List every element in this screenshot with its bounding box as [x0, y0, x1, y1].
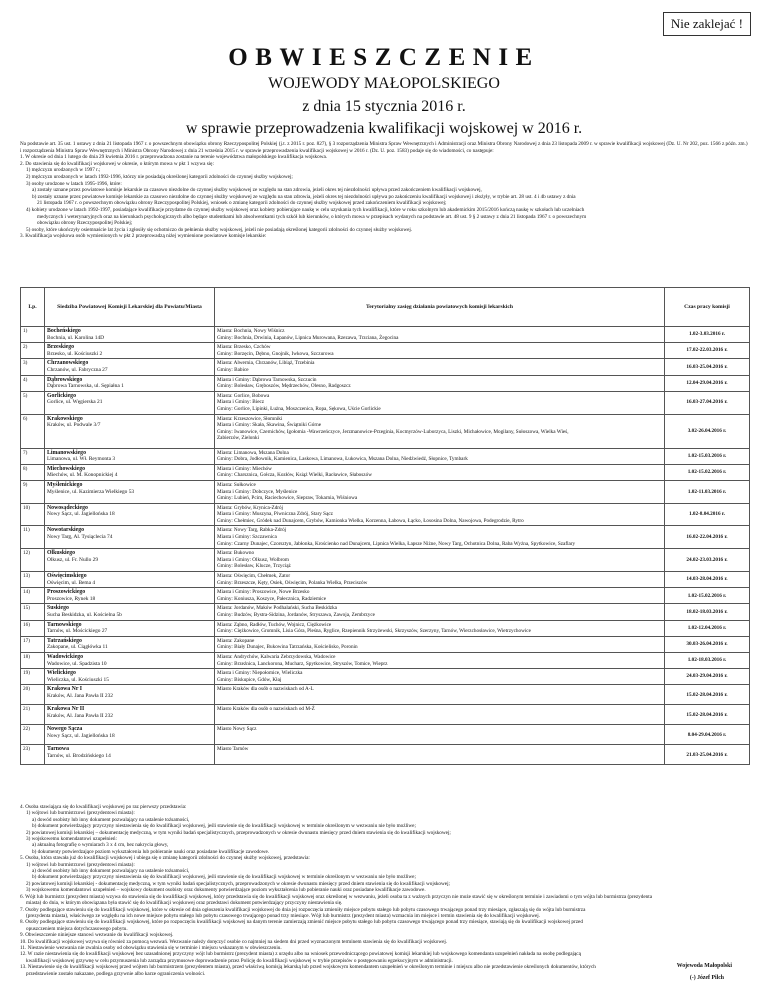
area-line: Gminy: Borzęcin, Dębno, Gnojnik, Iwkowa, Szczurowa: [217, 350, 334, 357]
table-row: [21, 636, 750, 652]
table-row: [21, 327, 750, 343]
instruction-paragraph: 9. Obwieszczenie niniejsze stanowi wezwanie do kwalifikacji wojskowej.: [20, 932, 174, 939]
instruction-paragraph: 7. Osoby podlegające stawieniu się do kwalifikacji wojskowej, które w okresie od dnia ogłoszenia kwalifikacji wojskowej do dnia jej rozpoczęcia zmieniły miejsce pobytu stałego lub pobytu czasowego trwającego ponad trzy miesiące, zgłaszają się do wójta lub burmistrza: [20, 906, 586, 913]
seat-address: Limanowa, ul. Wł. Reymonta 3: [47, 456, 116, 463]
area-line: Miasta: Krzeszowice, Słomniki: [217, 415, 283, 422]
table-row: [21, 685, 750, 705]
row-area: [215, 636, 665, 652]
area-line: Miasta i Gminy: Biecz: [217, 399, 265, 406]
row-lp: 5): [21, 391, 45, 414]
row-seat: [45, 588, 215, 604]
row-lp: 19): [21, 669, 45, 685]
row-area: [215, 588, 665, 604]
instruction-paragraph: 12. W razie niestawienia się do kwalifikacji wojskowej bez uzasadnionej przyczyny wójt lub burmistrz (prezydent miasta) z urzędu albo na wniosek przewodniczącego powiatowej komisji lekarskiej lub wojskowego komendanta uzupełnień nakłada na osobę podlegającą: [20, 951, 581, 958]
row-area: [215, 343, 665, 359]
area-line: Miasta: Zakopane: [217, 637, 255, 644]
seat-name: Myślenickiego: [47, 481, 83, 488]
area-line: Gminy: Brzeźnica, Lanckorona, Mucharz, Spytkowice, Stryszów, Tomice, Wieprz: [217, 660, 388, 667]
area-line: Miasta: Jordanów, Maków Podhalański, Sucha Beskidzka: [217, 605, 337, 612]
table-row: [21, 343, 750, 359]
area-line: Miasta: Gorlice, Bobowa: [217, 392, 270, 399]
area-line: Miasta: Brzesko, Czchów: [217, 344, 271, 351]
area-line: Gminy: Brzeszcze, Kęty, Osiek, Oświęcim, Polanka Wielka, Przeciszów: [217, 579, 368, 586]
row-seat: [45, 725, 215, 745]
table-row: [21, 604, 750, 620]
instruction-paragraph: miasta) do dnia, w którym obowiązana była stawić się do kwalifikacji wojskowej oraz przedstawi dokument potwierdzający przyczyny niestawienia się.: [26, 900, 343, 907]
area-line: Miasto Nowy Sącz: [217, 726, 257, 733]
area-line: Gminy: Budzów, Bystra-Sidzina, Jordanów, Stryszawa, Zawoja, Zembrzyce: [217, 612, 375, 618]
row-lp: 14): [21, 588, 45, 604]
table-header-row: [21, 288, 750, 327]
row-area: [215, 549, 665, 572]
area-line: Gminy: Chełmiec, Gródek nad Dunajcem, Grybów, Kamionka Wielka, Korzenna, Łabowa, Łącko, Łososina Dolna, Nawojowa, Podegrodzie, Rytro: [217, 517, 524, 524]
row-area: [215, 503, 665, 526]
table-row: [21, 705, 750, 725]
row-seat: [45, 620, 215, 636]
row-seat: [45, 685, 215, 705]
table-row: [21, 725, 750, 745]
seat-address: Oświęcim, ul. Bema 4: [47, 579, 96, 586]
seat-name: Brzeskiego: [47, 344, 75, 351]
commissions-table: [20, 287, 750, 765]
instruction-paragraph: kwalifikacji wojskowej grzywnę w celu przymuszenia lub zarządza przymusowe doprowadzenie przez Policję do kwalifikacji wojskowej w trybie przepisów o postępowaniu egzekucyjnym w administracji.: [26, 957, 453, 964]
intro-paragraph: 2) mężczyzn urodzonych w latach 1992-1996, którzy nie posiadają określonej kategorii zdolności do czynnej służby wojskowej;: [26, 173, 293, 180]
row-seat: [45, 480, 215, 503]
table-row: [21, 480, 750, 503]
row-area: [215, 480, 665, 503]
intro-section: [20, 141, 748, 240]
area-line: Miasta i Gminy: Dobczyce, Myślenice: [217, 488, 298, 495]
seat-address: Nowy Sącz, ul. Jagiellońska 18: [47, 511, 115, 518]
area-line: Miasta: Andrychów, Kalwaria Zebrzydowska, Wadowice: [217, 653, 336, 660]
intro-paragraph: 5) osoby, które ukończyły osiemnaście lat życia i zgłosiły się ochotniczo do pełnienia służby wojskowej, jeżeli nie posiadają określonej kategorii zdolności do czynnej służby wojskowej.: [26, 226, 413, 233]
area-line: Miasto Tarnów: [217, 746, 249, 753]
row-seat: [45, 526, 215, 549]
seat-address: Kraków, Al. Jana Pawła II 232: [47, 712, 113, 719]
area-line: Miasta: Bochnia, Nowy Wiśnicz: [217, 328, 285, 334]
table-row: [21, 526, 750, 549]
row-lp: 18): [21, 652, 45, 668]
row-lp: 6): [21, 414, 45, 448]
seat-name: Nowotarskiego: [47, 527, 85, 534]
table-row: [21, 414, 750, 448]
row-area: [215, 745, 665, 765]
row-time: 15.02-28.04.2016 r.: [665, 685, 750, 705]
header-area: Terytorialny zasięg działania powiatowych komisji lekarskich: [215, 288, 665, 327]
table-row: [21, 448, 750, 464]
row-lp: 10): [21, 503, 45, 526]
intro-paragraph: a) zostały uznane przez powiatowe komisje lekarskie za czasowo niezdolne do czynnej służby wojskowej ze względu na stan zdrowia, jeżeli okres tej niezdolności upływa przed zakończeniem kwalifikacji wojskowej,: [32, 187, 482, 194]
seat-name: Nowego Sącza: [47, 726, 83, 733]
row-area: [215, 620, 665, 636]
row-time: 12.04-29.04.2016 r.: [665, 375, 750, 391]
row-area: [215, 685, 665, 705]
area-line: Miasta: Bukowno: [217, 550, 255, 557]
instruction-paragraph: a) dowód osobisty lub inny dokument pozwalający na ustalenie tożsamości,: [32, 868, 190, 875]
instruction-paragraph: 11. Niestawienie wezwania nie zwalnia osoby od obowiązku stawienia się w terminie i miejscu wskazanym w obwieszczeniu.: [20, 944, 282, 951]
seat-address: Myślenice, ul. Kazimierza Wielkiego 53: [47, 488, 135, 495]
intro-paragraph: 1. W okresie od dnia 1 lutego do dnia 29 kwietnia 2016 r. przeprowadzona zostanie na terenie województwa małopolskiego kwalifikacja wojskowa.: [20, 154, 328, 161]
instruction-paragraph: a) dowód osobisty lub inny dokument pozwalający na ustalenie tożsamości,: [32, 816, 190, 823]
row-seat: [45, 343, 215, 359]
seat-name: Bocheńskiego: [47, 328, 81, 334]
table-row: [21, 572, 750, 588]
instruction-paragraph: 3) wojskowemu komendantowi uzupełnień – wojskowy dokument osobisty oraz dokumenty potwierdzające poziom wykształcenia lub pobieranie nauki oraz posiadane kwalifikacje zawodowe.: [26, 887, 426, 894]
row-area: [215, 359, 665, 375]
row-seat: [45, 375, 215, 391]
area-line: Miasta i Gminy: Dąbrowa Tarnowska, Szczucin: [217, 376, 317, 383]
row-area: [215, 327, 665, 343]
intro-paragraph: 4) kobiety urodzone w latach 1992-1997, posiadające kwalifikacje przydatne do czynnej służby wojskowej oraz kobiety pobierające naukę w celu uzyskania tych kwalifikacji, które w roku szkolnym lub akademickim 2015/2016 kończą naukę w szkołach lub uczelniach: [26, 206, 585, 213]
row-time: 1.02-15.02.2016 r.: [665, 588, 750, 604]
area-line: Miasta i Gminy: Olkusz, Wolbrom: [217, 556, 289, 563]
row-area: [215, 669, 665, 685]
seat-address: Bochnia, ul. Karolina 14D: [47, 334, 105, 341]
row-lp: 16): [21, 620, 45, 636]
row-lp: 4): [21, 375, 45, 391]
seat-address: Olkusz, ul. Fr. Nullo 29: [47, 556, 99, 563]
row-area: [215, 448, 665, 464]
table-row: [21, 464, 750, 480]
seat-name: Tarnowskiego: [47, 621, 82, 628]
instruction-paragraph: 2) powiatowej komisji lekarskiej – dokumentację medyczną, w tym wyniki badań specjalistycznych, przeprowadzonych w okresie dwunastu miesięcy przed dniem stawienia się do kwalifikacji wojskowej;: [26, 829, 451, 836]
seat-address: Gorlice, ul. Węgierska 21: [47, 399, 103, 406]
signature-office: Wojewoda Małopolski: [676, 963, 732, 969]
instruction-paragraph: 13. Niestawienie się do kwalifikacji wojskowej przed wójtem lub burmistrzem (prezydentem miasta), przed właściwą komisją lekarską lub przed wojskowym komendantem uzupełnień w określonym terminie i miejscu albo nie przedstawienie określonych dokumentów, których: [20, 964, 596, 971]
area-line: Gminy: Biskupice, Gdów, Kłaj: [217, 676, 282, 683]
row-seat: [45, 604, 215, 620]
table-row: [21, 669, 750, 685]
row-seat: [45, 391, 215, 414]
area-line: Miasta: Oświęcim, Chełmek, Zator: [217, 573, 291, 580]
row-lp: 1): [21, 327, 45, 343]
area-line: Gminy: Biały Dunajec, Bukowina Tatrzańska, Kościelisko, Poronin: [217, 644, 358, 651]
instruction-paragraph: opuszczeniem miejsca dotychczasowego pobytu.: [26, 925, 128, 932]
area-line: Gminy: Babice: [217, 366, 249, 373]
row-lp: 13): [21, 572, 45, 588]
seat-name: Oświęcimskiego: [47, 573, 87, 580]
row-area: [215, 391, 665, 414]
seat-name: Tatrzańskiego: [47, 637, 82, 644]
area-line: Gminy: Koniusza, Koszyce, Pałecznica, Radziemice: [217, 595, 327, 602]
row-area: [215, 414, 665, 448]
row-lp: 21): [21, 705, 45, 725]
row-seat: [45, 549, 215, 572]
row-lp: 2): [21, 343, 45, 359]
signature-name: (-) Józef Pilch: [689, 975, 724, 981]
seat-name: Wadowickiego: [47, 653, 84, 660]
seat-name: Chrzanowskiego: [47, 360, 89, 367]
row-area: [215, 725, 665, 745]
row-time: 16.03-25.04.2016 r.: [665, 359, 750, 375]
header-lp: Lp.: [21, 288, 45, 327]
row-lp: 23): [21, 745, 45, 765]
row-lp: 22): [21, 725, 45, 745]
area-line: Gminy: Iwanowice, Czernichów, Igołomia -Wawrzeńczyce, Jerzmanowice-Przeginia, Kocmyrzów-Luborzyca, Liszki, Michałowice, Mogilany, Sułoszowa, Wielka Wieś,: [217, 428, 569, 435]
intro-paragraph: 3. Kwalifikacja wojskowa osób wymienionych w pkt 2 przeprowadzą niżej wymienione powiatowe komisje lekarskie:: [20, 233, 267, 240]
intro-paragraph: 1) mężczyzn urodzonych w 1997 r.;: [26, 167, 101, 174]
row-seat: [45, 414, 215, 448]
seat-address: Miechów, ul. M. Konopnickiej 4: [47, 472, 118, 479]
row-time: 1.02-11.03.2016 r.: [665, 480, 750, 503]
instruction-paragraph: 3) wojskowemu komendantowi uzupełnień:: [26, 836, 117, 843]
seat-address: Nowy Sącz, ul. Jagiellońska 18: [47, 732, 115, 739]
subject-line: w sprawie przeprowadzenia kwalifikacji wojskowej w 2016 r.: [185, 120, 583, 137]
seat-name: Suskiego: [47, 605, 69, 612]
area-line: Miasta: Grybów, Krynica-Zdrój: [217, 504, 284, 511]
row-area: [215, 464, 665, 480]
instruction-paragraph: 6. Wójt lub burmistrz (prezydent miasta) wzywa do stawienia się do kwalifikacji wojskowej, który przedstawia się do kwalifikacji wojskowej oraz określonej w wezwaniu, jeżeli osoba ta z ważnych przyczyn nie może stawić się w określonym terminie i zawiadomi o tym wójta lub burmistrza (prezydenta: [20, 893, 653, 900]
row-seat: [45, 572, 215, 588]
row-time: 14.03-28.04.2016 r.: [665, 572, 750, 588]
area-line: Miasta i Gminy: Szczawnica: [217, 534, 277, 541]
area-line: Miasta: Nowy Targ, Rabka-Zdrój: [217, 527, 287, 534]
seat-address: Sucha Beskidzka, ul. Kościelna 5b: [47, 612, 122, 618]
instruction-paragraph: (prezydenta miasta), właściwego ze względu na ich nowe miejsce pobytu stałego lub pobytu czasowego trwającego ponad trzy miesiące. Wójt lub burmistrz (prezydent miasta) wzmacnia im miejsce i termin stawienia się do kwalifikacji wojskowej.: [26, 912, 541, 919]
row-time: 1.02-18.03.2016 r.: [665, 652, 750, 668]
row-seat: [45, 327, 215, 343]
area-line: Miasta i Gminy: Proszowice, Nowe Brzesko: [217, 589, 310, 596]
row-seat: [45, 745, 215, 765]
area-line: Gminy: Ciężkowice, Gromnik, Lisia Góra, Pleśna, Ryglice, Rzepiennik Strzyżewski, Skrzyszów, Szerzyny, Tarnów, Wierzchosławice, Wietrzychowice: [217, 628, 531, 635]
seat-address: Chrzanów, ul. Fabryczna 27: [47, 366, 108, 373]
area-line: Miasta i Gminy: Muszyna, Piwniczna Zdrój, Stary Sącz: [217, 511, 333, 518]
row-area: [215, 604, 665, 620]
intro-paragraph: obowiązku obrony Rzeczypospolitej Polskiej;: [37, 220, 133, 227]
intro-paragraph: 3) osoby urodzone w latach 1995-1996, które:: [26, 180, 122, 187]
instruction-paragraph: a) aktualną fotografię o wymiarach 3 x 4 cm, bez nakrycia głowy,: [32, 842, 169, 849]
table-row: [21, 359, 750, 375]
instruction-paragraph: b) dokumenty potwierdzające poziom wykształcenia lub pobieranie nauki oraz posiadane kwalifikacje zawodowe.: [32, 848, 270, 855]
row-time: 24.03-29.04.2016 r.: [665, 669, 750, 685]
intro-paragraph: b) zostały uznane przez powiatowe komisje lekarskie za czasowo niezdolne do czynnej służby wojskowej ze względu na stan zdrowia, jeżeli okres tej niezdolności upływa po zakończeniu kwalifikacji wojskowej i złożyły, w trybie art. 28 ust. 4 i 4b ustawy z dnia: [32, 193, 576, 200]
area-line: Miasto Kraków dla osób o nazwiskach od M-Ż: [217, 706, 315, 713]
table-row: [21, 745, 750, 765]
row-seat: [45, 359, 215, 375]
header-seat: Siedziba Powiatowej Komisji Lekarskiej dla Powiatu/Miasta: [45, 288, 215, 327]
instruction-paragraph: 10. Do kwalifikacji wojskowej wzywa się również za pomocą wezwań. Wezwanie należy doręczyć osobie co najmniej na siedem dni przed wyznaczonym terminem stawienia się do kwalifikacji wojskowej.: [20, 938, 448, 945]
row-area: [215, 572, 665, 588]
instruction-paragraph: 8. Osoby podlegające stawieniu się do kwalifikacji wojskowej, które po rozpoczęciu kwalifikacji wojskowej na danym terenie zamierzają zmienić miejsce pobytu stałego lub pobytu czasowego trwającego ponad trzy miesiące, stawiają się do kwalifikacji wojskowej przed: [20, 919, 583, 926]
seat-address: Wadowice, ul. Spadzista 10: [47, 660, 107, 667]
area-line: Miasta i Gminy: Miechów: [217, 465, 272, 472]
area-line: Miasta: Sułkowice: [217, 481, 256, 488]
row-seat: [45, 503, 215, 526]
row-seat: [45, 464, 215, 480]
table-row: [21, 391, 750, 414]
row-time: 21.03-25.04.2016 r.: [665, 745, 750, 765]
area-line: Gminy: Bochnia, Drwinia, Łapanów, Lipnica Murowana, Rzezawa, Trzciana, Żegocina: [217, 334, 399, 341]
row-lp: 17): [21, 636, 45, 652]
seat-address: Nowy Targ, Al. Tysiąclecia 74: [47, 534, 113, 541]
table-row: [21, 620, 750, 636]
table-row: [21, 503, 750, 526]
row-time: 30.03-26.04.2016 r.: [665, 636, 750, 652]
seat-name: Krakowskiego: [47, 415, 83, 422]
instruction-paragraph: 1) wójtowi lub burmistrzowi (prezydentowi miasta):: [26, 861, 135, 868]
row-time: 18.02-18.03.2016 r.: [665, 604, 750, 620]
instruction-paragraph: b) dokument potwierdzający przyczyny niestawienia się do kwalifikacji wojskowej, jeśli stawienie się do kwalifikacji wojskowej w terminie określonym w wezwaniu nie było możliwe;: [32, 823, 416, 830]
row-lp: 11): [21, 526, 45, 549]
row-lp: 7): [21, 448, 45, 464]
seat-address: Wieliczka, ul. Kościuszki 15: [47, 676, 109, 683]
seat-name: Krakowa Nr I: [47, 686, 82, 693]
row-time: 1.02-3.03.2016 r.: [665, 327, 750, 343]
seat-name: Wielickiego: [47, 670, 76, 677]
row-time: 8.04-29.04.2016 r.: [665, 725, 750, 745]
row-time: 1.02-15.03.2016 r.: [665, 448, 750, 464]
row-seat: [45, 448, 215, 464]
area-line: Miasta i Gminy: Skała, Skawina, Świątniki Górne: [217, 422, 322, 429]
instruction-paragraph: przedstawienie zostało nakazane, podlega grzywnie albo karze ograniczenia wolności.: [26, 970, 206, 977]
seat-address: Kraków, ul. Podwale 3/7: [47, 422, 101, 429]
area-line: Zabierzów, Zielonki: [217, 435, 260, 442]
seat-name: Krakowa Nr II: [47, 706, 85, 713]
intro-paragraph: 2. Do stawienia się do kwalifikacji wojskowej w okresie, o którym mowa w pkt 1 wzywa się:: [20, 160, 214, 167]
area-line: Gminy: Bolesław, Klucze, Trzyciąż: [217, 563, 291, 570]
area-line: Gminy: Gorlice, Lipinki, Łużna, Moszczenica, Ropa, Sękowa, Uście Gorlickie: [217, 405, 381, 412]
area-line: Gminy: Dobra, Jodłownik, Kamienica, Laskowa, Limanowa, Łukowica, Mszana Dolna, Niedźwiedź, Słopnice, Tymbark: [217, 456, 468, 463]
header-time: Czas pracy komisji: [665, 288, 750, 327]
row-seat: [45, 705, 215, 725]
instruction-paragraph: b) dokument potwierdzający przyczyny niestawienia się do kwalifikacji wojskowej, jeśli stawienie się do kwalifikacji wojskowej w terminie określonym w wezwaniu nie było możliwe;: [32, 874, 416, 881]
do-not-cover-notice: Nie zaklejać !: [663, 12, 751, 36]
date-line: z dnia 15 stycznia 2016 r.: [302, 98, 466, 115]
instruction-paragraph: 1) wójtowi lub burmistrzowi (prezydentowi miasta):: [26, 810, 135, 817]
commissions-table-body: [21, 327, 750, 765]
area-line: Miasta i Gminy: Niepołomice, Wieliczka: [217, 670, 303, 677]
instruction-paragraph: 2) powiatowej komisji lekarskiej - dokumentację medyczną, w tym wyniki badań specjalistycznych, przeprowadzonych w okresie dwunastu miesięcy przed dniem stawienia się do kwalifikacji wojskowej;: [26, 880, 450, 887]
row-lp: 3): [21, 359, 45, 375]
area-line: Gminy: Bolesław, Gręboszów, Mędrzechów, Olesno, Radgoszcz: [217, 383, 351, 390]
row-seat: [45, 652, 215, 668]
instruction-paragraph: 4. Osoba stawiająca się do kwalifikacji wojskowej po raz pierwszy przedstawia:: [20, 804, 187, 810]
row-time: 15.02-28.04.2016 r.: [665, 705, 750, 725]
row-lp: 15): [21, 604, 45, 620]
intro-paragraph: Na podstawie art. 35 ust. 1 ustawy z dnia 21 listopada 1967 r. o powszechnym obowiązku obrony Rzeczypospolitej Polskiej (j.t. z 2015 r. poz. 827), § 3 rozporządzenia Ministra Spraw Wewnętrznych i Administracji oraz Ministra Obrony Narodowej z dnia 23 listopada 2009 r. w sprawie kwalifikacji wojskowej (Dz. U. Nr 202, poz. 1566 z późn. zm.) i rozporządzenia Ministra Spraw Wewnętrznych i Ministra Obrony Narodowej z dnia 21 września 2015 r. w sprawie przeprowadzenia kwalifikacji wojskowej w 2016 r. (Dz. U. poz. 1583) podaje się do wiadomości, co następuje:: [20, 141, 748, 154]
seat-name: Olkuskiego: [47, 550, 76, 557]
seat-name: Dąbrowskiego: [47, 376, 83, 383]
row-time: 3.02-26.04.2016 r.: [665, 414, 750, 448]
seat-name: Tarnowa: [47, 746, 70, 753]
instructions-section: [20, 804, 748, 977]
page-title: OBWIESZCZENIE: [228, 44, 540, 71]
row-lp: 8): [21, 464, 45, 480]
row-time: 1.02-15.02.2016 r.: [665, 464, 750, 480]
row-area: [215, 705, 665, 725]
seat-name: Miechowskiego: [47, 465, 85, 472]
seat-address: Tarnów, ul. Mościckiego 27: [47, 628, 108, 635]
area-line: Gminy: Lubień, Pcim, Raciechowice, Siepraw, Tokarnia, Wiśniowa: [217, 495, 358, 502]
table-row: [21, 375, 750, 391]
row-seat: [45, 669, 215, 685]
seat-name: Proszowickiego: [47, 589, 86, 596]
row-time: 24.02-23.03.2016 r.: [665, 549, 750, 572]
row-area: [215, 375, 665, 391]
row-time: 17.02-22.03.2016 r.: [665, 343, 750, 359]
row-time: 16.03-27.04.2016 r.: [665, 391, 750, 414]
area-line: Gminy: Czarny Dunajec, Czorsztyn, Jabłonka, Krościenko nad Dunajcem, Lipnica Wielka, Łapsze Niżne, Nowy Targ, Ochotnica Dolna, Raba Wyżna, Spytkowice, Szaflary: [217, 540, 576, 547]
area-line: Miasta: Limanowa, Mszana Dolna: [217, 449, 289, 456]
row-time: 16.02-22.04.2016 r.: [665, 526, 750, 549]
area-line: Gminy: Charsznica, Gołcza, Kozłów, Książ Wielki, Racławice, Słaboszów: [217, 472, 372, 479]
issuer-line: WOJEWODY MAŁOPOLSKIEGO: [268, 75, 500, 92]
row-lp: 12): [21, 549, 45, 572]
table-row: [21, 549, 750, 572]
row-area: [215, 652, 665, 668]
intro-paragraph: 21 listopada 1967 r. o powszechnym obowiązku obrony Rzeczypospolitej Polskiej, wniosek o zmianę kategorii zdolności do czynnej służby wojskowej przed zakończeniem kwalifikacji wojskowej;: [37, 200, 447, 207]
table-row: [21, 652, 750, 668]
seat-address: Zakopane, ul. Ciągłówka 11: [47, 644, 108, 651]
seat-name: Gorlickiego: [47, 392, 76, 399]
seat-name: Limanowskiego: [47, 449, 86, 456]
area-line: Miasta: Ząbno, Radłów, Tuchów, Wojnicz, Ciężkowice: [217, 621, 332, 628]
area-line: Miasta: Alwernia, Chrzanów, Libiąż, Trzebinia: [217, 360, 315, 367]
table-row: [21, 588, 750, 604]
intro-paragraph: medycznych i weterynaryjnych oraz na kierunkach psychologicznych albo będące studentkami lub absolwentkami tych szkół lub kierunków, o których mowa w przepisach wydanych na podstawie art. 48 ust. 9 § 2 ustawy z dnia 21 listopada 1967 r. o powszechnym: [37, 213, 587, 220]
seat-address: Proszowice, Rynek 18: [47, 595, 96, 602]
seat-address: Brzesko, ul. Kościuszki 2: [47, 350, 103, 357]
row-area: [215, 526, 665, 549]
row-seat: [45, 636, 215, 652]
row-time: 1.02-12.04.2016 r.: [665, 620, 750, 636]
row-lp: 9): [21, 480, 45, 503]
row-time: 1.02-8.04.2016 r.: [665, 503, 750, 526]
seat-address: Kraków, Al. Jana Pawła II 232: [47, 692, 113, 699]
area-line: Miasto Kraków dla osób o nazwiskach od A-L: [217, 686, 314, 693]
seat-name: Nowosądeckiego: [47, 504, 88, 511]
seat-address: Dąbrowa Tarnowska, ul. Sępiałna 1: [47, 383, 124, 390]
instruction-paragraph: 5. Osoba, która stawała już do kwalifikacji wojskowej i ubiega się o zmianę kategorii zdolności do czynnej służby wojskowej, przedstawia:: [20, 855, 310, 862]
seat-address: Tarnów, ul. Brodzińskiego 14: [47, 752, 111, 759]
row-lp: 20): [21, 685, 45, 705]
